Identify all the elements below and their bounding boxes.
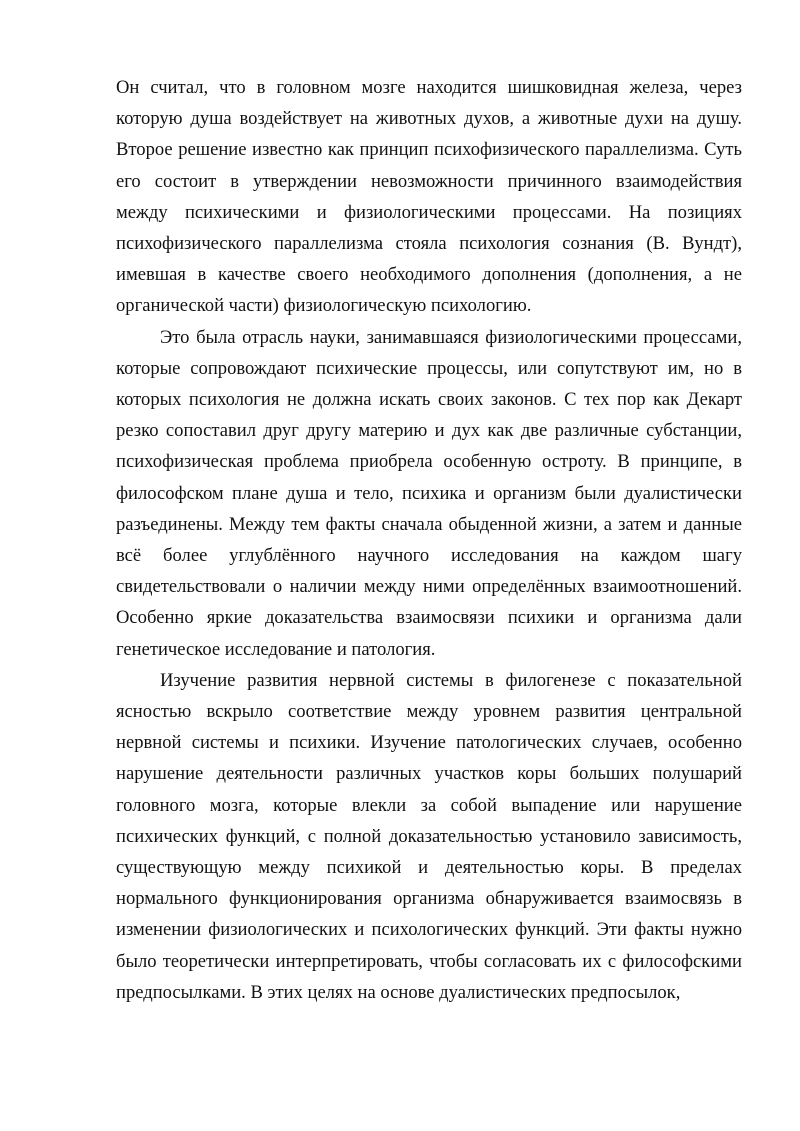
paragraph-3: Изучение развития нервной системы в филогенезе с показательной ясностью вскрыло соответствие между уровнем развития центральной нервной системы и психики. Изучение патологических случаев, особенно нарушение деятельности различных участков коры больших полушарий головного мозга, которые влекли за собой выпадение или нарушение психических функций, с полной доказательностью установило зависимость, существующую между психикой и деятельностью коры. В пределах нормального функционирования организма обнаруживается взаимосвязь в изменении физиологических и психологических функций. Эти факты нужно было теоретически интерпретировать, чтобы согласовать их с философскими предпосылками. В этих целях на основе дуалистических предпосылок,: [116, 669, 742, 1003]
paragraph-2: Это была отрасль науки, занимавшаяся физиологическими процессами, которые сопровождают психические процессы, или сопутствуют им, но в которых психология не должна искать своих законов. С тех пор как Декарт резко сопоставил друг другу материю и дух как две различные субстанции, психофизическая проблема приобрела особенную остроту. В принципе, в философском плане душа и тело, психика и организм были дуалистически разъединены. Между тем факты сначала обыденной жизни, а затем и данные всё более углублённого научного исследования на каждом шагу свидетельствовали о наличии между ними определённых взаимоотношений. Особенно яркие доказательства взаимосвязи психики и организма дали генетическое исследование и патология.: [116, 326, 742, 660]
document-page: [116, 72, 742, 1008]
paragraph-1: Он считал, что в головном мозге находится шишковидная железа, через которую душа воздействует на животных духов, а животные духи на душу. Второе решение известно как принцип психофизического параллелизма. Суть его состоит в утверждении невозможности причинного взаимодействия между психическими и физиологическими процессами. На позициях психофизического параллелизма стояла психология сознания (В. Вундт), имевшая в качестве своего необходимого дополнения (дополнения, а не органической части) физиологическую психологию.: [116, 77, 742, 317]
